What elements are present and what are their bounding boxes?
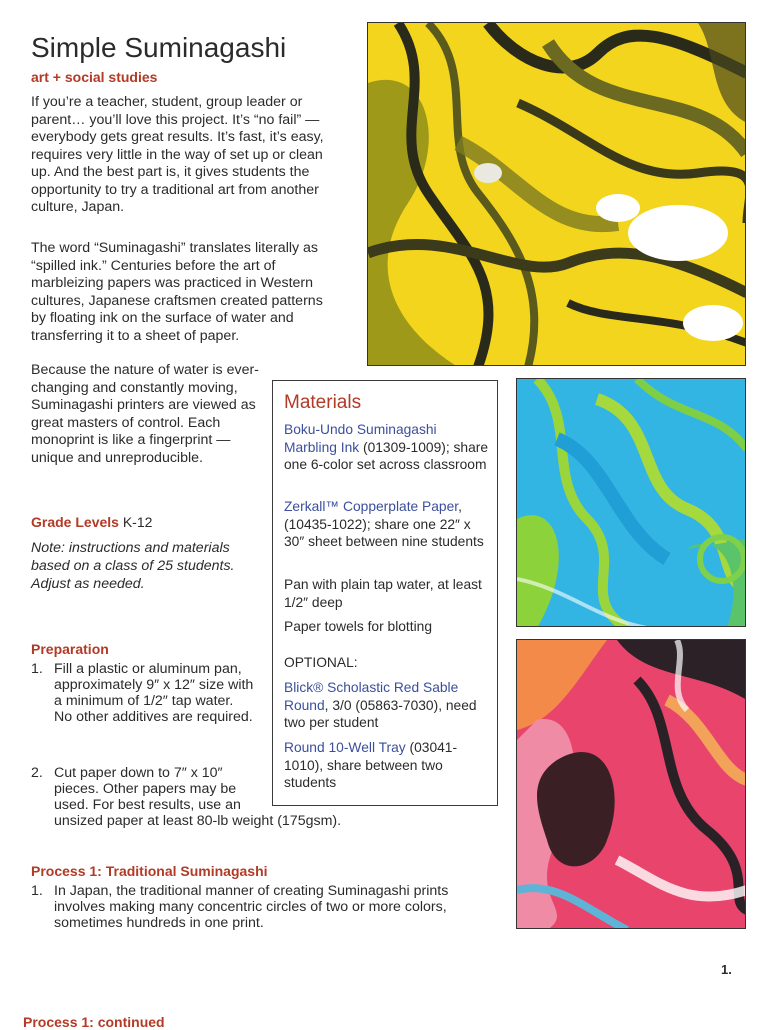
intro-paragraph-1: If you’re a teacher, student, group leader or parent… you’ll love this project. It’s “no fail” — everybody gets great results. It’s fast, it’s easy, requires very little in the way of set up or clean up. And the best part is, it gives students the opportunity to try a traditional art from another culture, Japan.	[31, 94, 324, 215]
materials-heading: Materials	[284, 392, 362, 413]
material-detail: (03041-1010), share between two students	[284, 740, 458, 790]
process-step-number: 1.	[31, 883, 43, 899]
marbled-print-blue-green-image	[516, 378, 746, 627]
prep-step-text: Fill a plastic or aluminum pan, approximately 9″ x 12″ size with a minimum of 1/2″ tap water. No other additives are required.	[54, 661, 254, 725]
marbled-print-pink-image	[516, 639, 746, 929]
material-link[interactable]: Round 10-Well Tray	[284, 740, 406, 755]
prep-step-text-continued: unsized paper at least 80-lb weight (175gsm).	[54, 813, 342, 829]
grade-levels-label: Grade Levels	[31, 514, 119, 530]
intro-paragraph-2: The word “Suminagashi” translates literally as “spilled ink.” Centuries before the art of marbleizing papers was practiced in Western cultures, Japanese craftsmen created patterns by floating ink on the surface of water and transferring it to a sheet of paper.	[31, 240, 323, 344]
material-link[interactable]: Zerkall™ Copperplate Paper	[284, 499, 459, 514]
material-item	[284, 498, 492, 551]
grade-levels	[31, 513, 152, 531]
material-detail: , (10435-1022); share one 22″ x 30″ sheet between nine students	[284, 499, 484, 549]
preparation-heading: Preparation	[31, 641, 109, 657]
material-detail: , 3/0 (05863-7030), need two per student	[284, 697, 477, 730]
prep-step-number: 1.	[31, 661, 43, 677]
material-item	[284, 739, 492, 792]
continued-heading: Process 1: continued	[23, 1014, 165, 1030]
page-number: 1.	[721, 962, 732, 977]
process-1-heading: Process 1: Traditional Suminagashi	[31, 863, 268, 879]
materials-box	[272, 380, 498, 806]
material-link[interactable]: Blick® Scholastic Red Sable Round	[284, 680, 459, 713]
subtitle: art + social studies	[31, 69, 158, 85]
material-detail: (01309-1009); share one 6-color set across classroom	[284, 439, 489, 472]
page-title: Simple Suminagashi	[31, 32, 287, 63]
marbled-print-yellow-image	[367, 22, 746, 366]
material-item	[284, 421, 492, 474]
grade-levels-value: K-12	[122, 514, 153, 530]
material-item: Paper towels for blotting	[284, 619, 433, 634]
material-item: Pan with plain tap water, at least 1/2″ deep	[284, 577, 482, 610]
optional-label: OPTIONAL:	[284, 655, 358, 670]
intro-paragraph-2-continued: Because the nature of water is ever-changing and constantly moving, Suminagashi printers are viewed as great masters of control. Each monoprint is like a fingerprint — unique and unreproducible.	[31, 362, 259, 466]
material-link[interactable]: Boku-Undo Suminagashi Marbling Ink	[284, 422, 437, 455]
material-item	[284, 679, 492, 732]
class-note: Note: instructions and materials based on a class of 25 students. Adjust as needed.	[31, 540, 235, 592]
prep-step-number: 2.	[31, 765, 43, 781]
process-step-text: In Japan, the traditional manner of creating Suminagashi prints involves making many concentric circles of two or more colors, sometimes hundreds in one print.	[54, 883, 449, 931]
prep-step-text: Cut paper down to 7″ x 10″ pieces. Other papers may be used. For best results, use an	[54, 765, 241, 813]
